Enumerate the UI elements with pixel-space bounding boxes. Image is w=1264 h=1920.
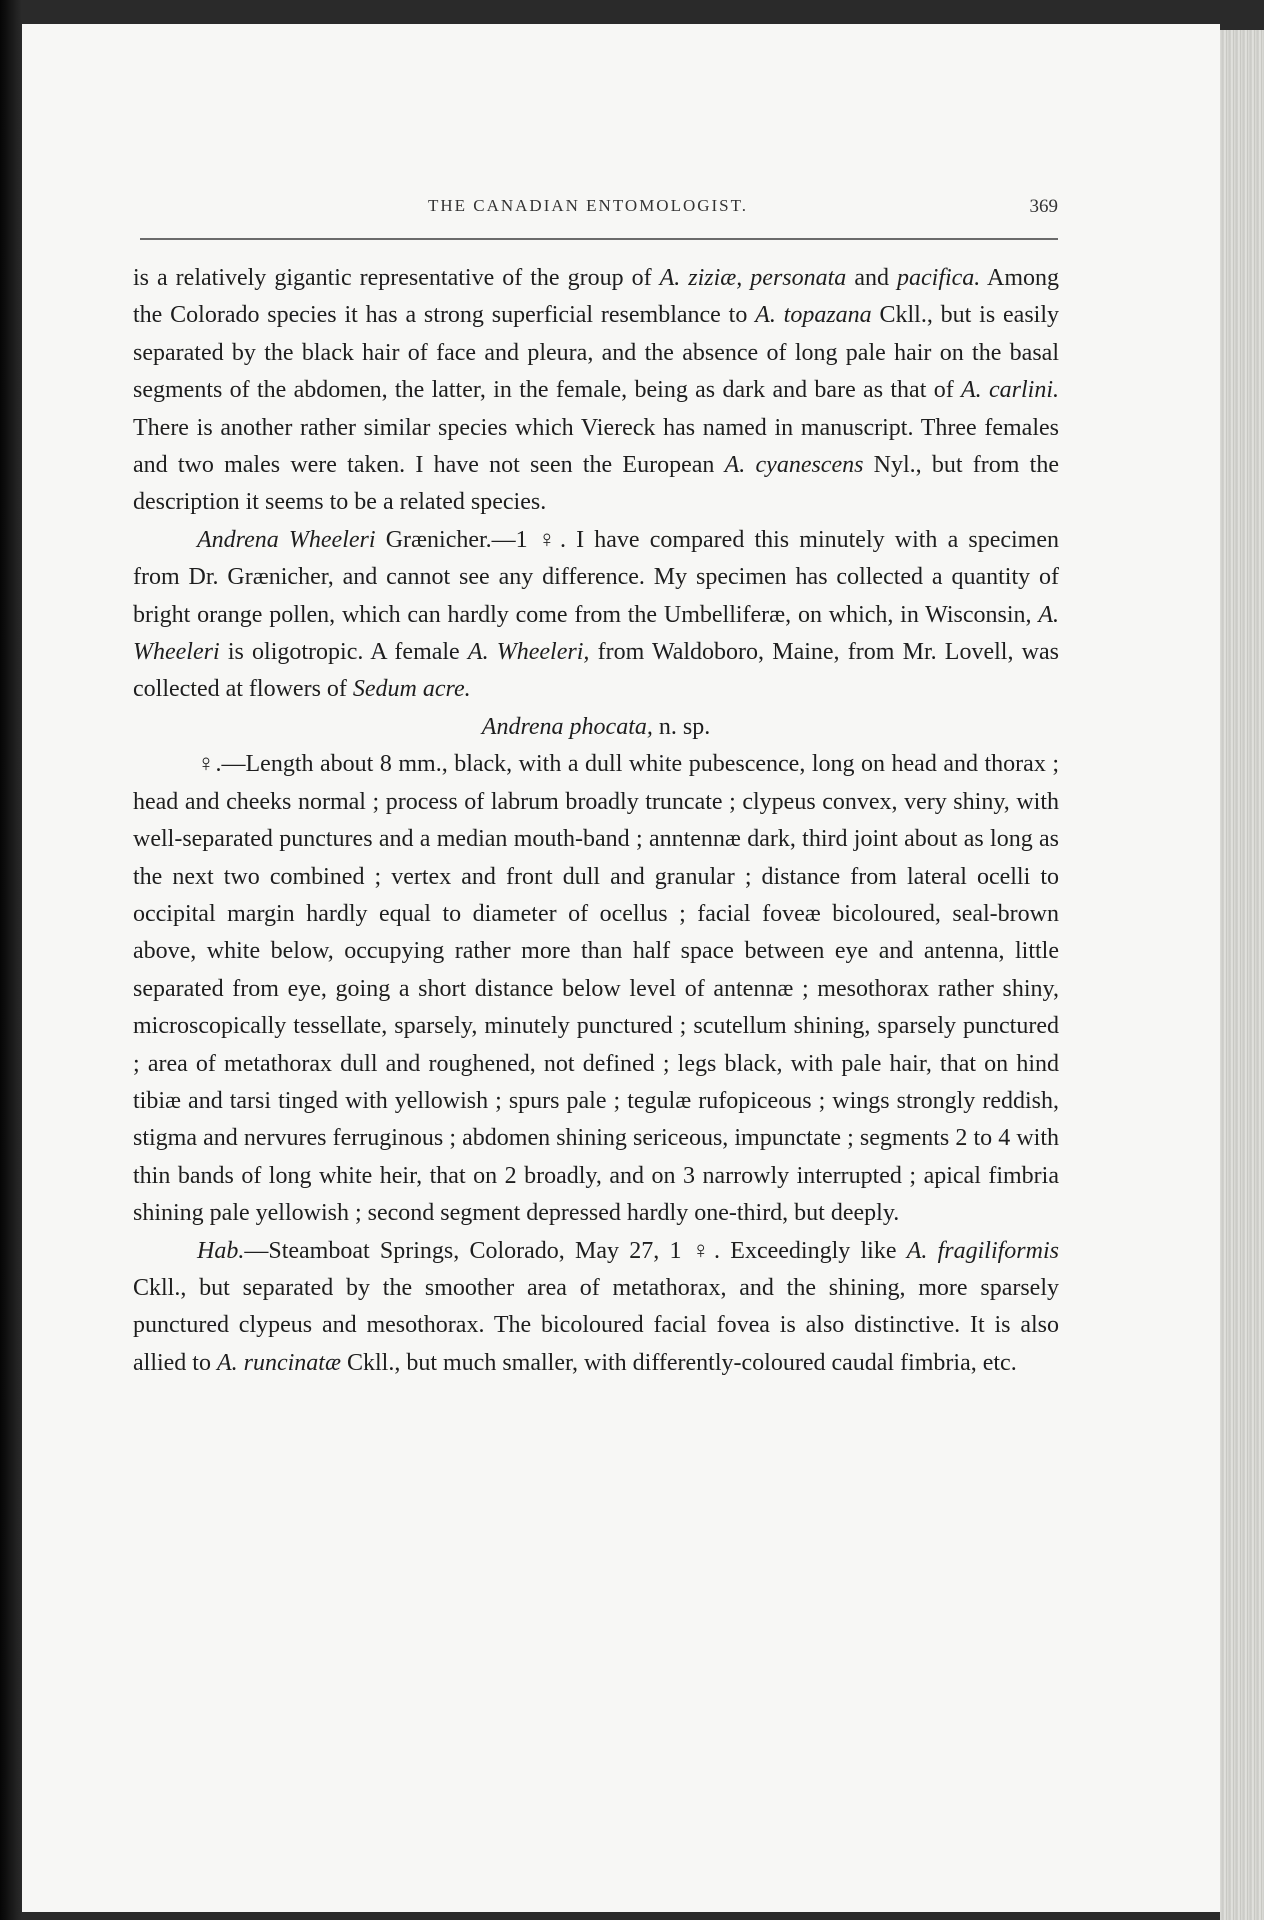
paragraph-p1 [133,260,1059,522]
text-run: is a relatively gigantic representative of the group of [133,265,660,291]
paragraph-p4 [133,746,1059,1232]
paragraph-p2 [133,522,1059,709]
italic-text: A. fragiliformis [906,1237,1059,1264]
text-run: from Waldoboro, Maine, from Mr. Lovell, was collected at flowers of [133,639,1059,703]
italic-text: pacifica. [897,265,981,291]
body-text [133,260,1059,1382]
text-run: ♀.—Length about 8 mm., black, with a dull white pubescence, long on head and thorax ; head and cheeks normal ; process of labrum broadly truncate ; clypeus convex, very shiny, with well-separated punctures and a median mouth-band ; anntennæ dark, third joint about as long as the next two combined ; vertex and front dull and granular ; distance from lateral ocelli to occipital margin hardly equal to diameter of ocellus ; facial foveæ bicoloured, seal-brown above, white below, occupying rather more than half space between eye and antenna, little separated from eye, going a short distance below level of antennæ ; mesothorax rather shiny, microscopically tessellate, sparsely, minutely punctured ; scutellum shining, sparsely punctured ; area of metathorax dull and roughened, not defined ; legs black, with pale hair, that on hind tibiæ and tarsi tinged with yellowish ; spurs pale ; tegulæ rufopiceous ; wings strongly reddish, stigma and nervures ferruginous ; abdomen shining sericeous, impunctate ; segments 2 to 4 with thin bands of long white heir, that on 2 broadly, and on 3 narrowly interrupted ; apical fimbria shining pale yellowish ; second segment depressed hardly one-third, but deeply. [133,751,1059,1227]
stacked-page-edges [1220,30,1264,1920]
text-run: and [846,265,897,291]
header-rule [140,238,1058,240]
italic-text: Hab. [197,1237,245,1264]
page-number: 369 [1029,196,1058,217]
binding-shadow [0,0,22,1920]
text-run: There is another rather similar species which Viereck has named in manuscript. Three females and two males were taken. I have not seen the European [133,414,1059,479]
text-run: Ckll., but much smaller, with differently-coloured caudal fimbria, etc. [340,1349,1017,1376]
text-run: is oligotropic. A female [219,639,468,666]
paragraph-p5 [133,1233,1059,1383]
italic-text: A. ziziæ, personata [659,265,847,291]
running-title: THE CANADIAN ENTOMOLOGIST. [427,196,749,215]
italic-text: Andrena Wheeleri [197,526,376,553]
italic-text: A. Wheeleri [133,601,1059,666]
text-run: —Steamboat Springs, Colorado, May 27, 1 ♀. Exceedingly like [244,1237,907,1264]
paragraph-p3 [133,709,1059,746]
text-run: Ckll., but is easily separated by the black hair of face and pleura, and the absence of long pale hair on the basal segments of the abdomen, the latter, in the female, being as dark and bare as that of [133,302,1060,404]
text-run: n. sp. [652,713,711,740]
italic-text: A. cyanescens [724,452,864,479]
italic-text: A. runcinatæ [216,1349,341,1376]
italic-text: A. Wheeleri, [467,639,590,666]
italic-text: A. topazana [755,302,872,329]
italic-text: A. carlini. [961,377,1060,404]
text-run: Among the Colorado species it has a strong superficial resemblance to [133,265,1060,329]
text-run: Ckll., but separated by the smoother area of metathorax, and the shining, more sparsely punctured clypeus and mesothorax. The bicoloured facial fovea is also distinctive. It is also allied to [133,1274,1059,1376]
text-run: Grænicher.—1 ♀. I have compared this minutely with a specimen from Dr. Grænicher, and cannot see any difference. My specimen has collected a quantity of bright orange pollen, which can hardly come from the Umbelliferæ, on which, in Wisconsin, [133,526,1060,628]
text-run: Nyl., but from the description it seems to be a related species. [133,452,1059,516]
italic-text: Sedum acre. [352,676,471,703]
italic-text: Andrena phocata, [481,713,653,740]
running-header [140,196,1058,236]
